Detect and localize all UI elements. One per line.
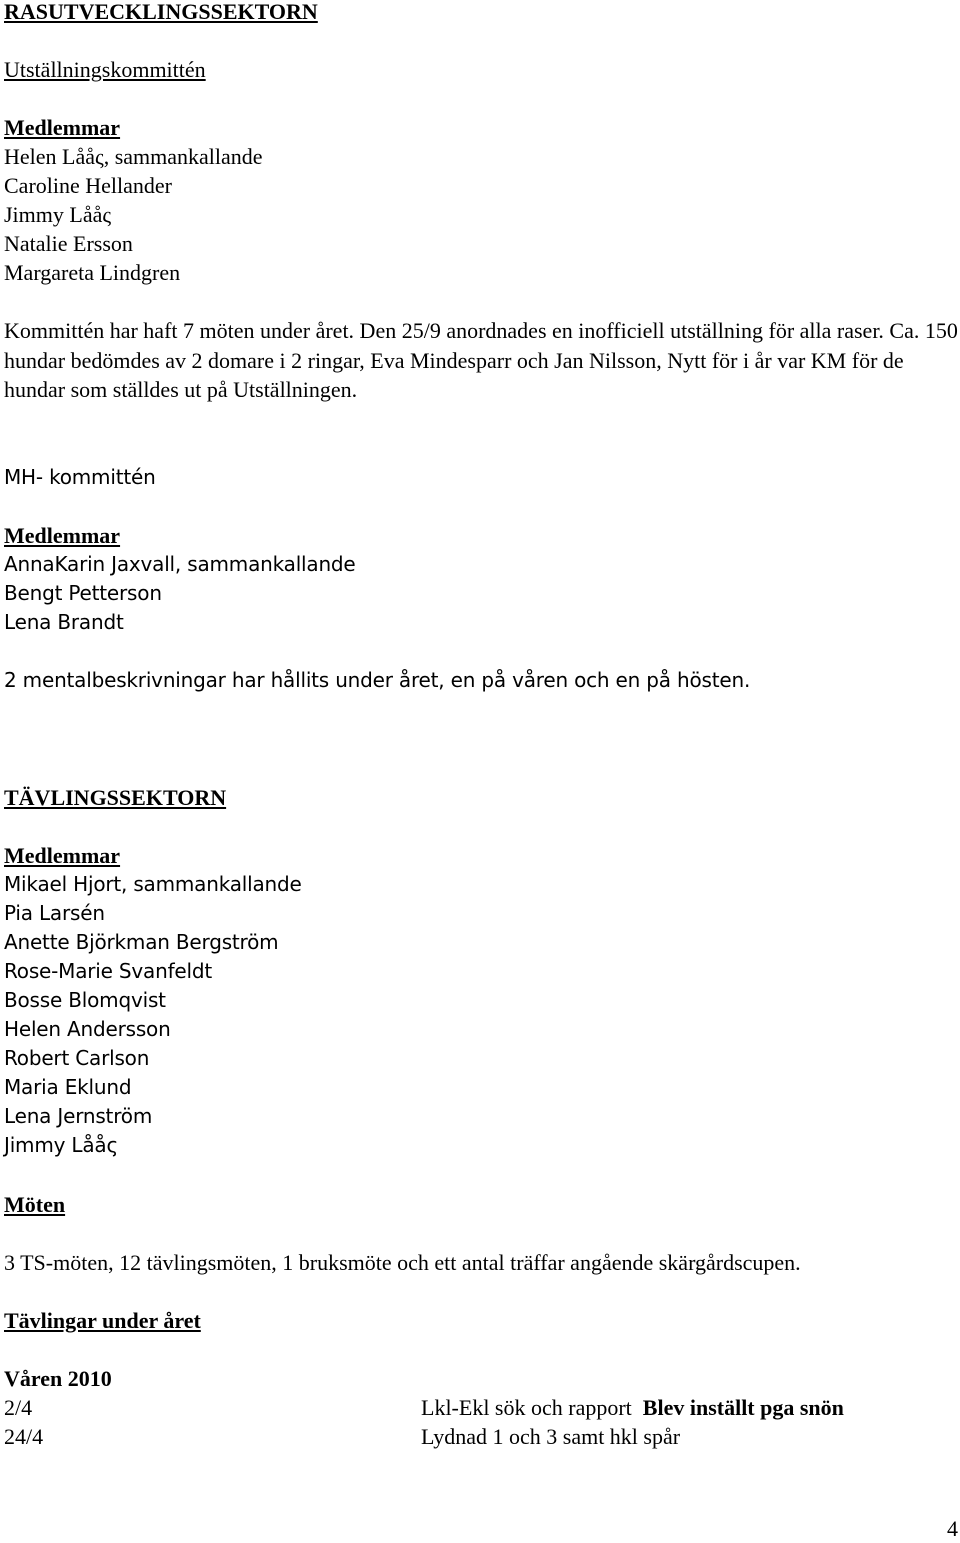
member-item: Bosse Blomqvist [4,988,166,1012]
section-heading-tavling: TÄVLINGSSEKTORN [4,785,227,810]
mh-paragraph: 2 mentalbeskrivningar har hållits under året, en på våren och en på hösten. [4,668,751,692]
committee-title-utstallning: Utställningskommittén [4,57,206,82]
member-item: Lena Jernström [4,1104,153,1128]
competitions-label: Tävlingar under året [4,1308,201,1333]
section-heading-rasutveckling: RASUTVECKLINGSSEKTORN [4,0,318,24]
event-note: Blev inställt pga snön [642,1395,844,1420]
season-label: Våren 2010 [4,1366,112,1391]
member-item: AnnaKarin Jaxvall, sammankallande [4,552,356,576]
meetings-label: Möten [4,1192,66,1217]
member-item: Rose-Marie Svanfeldt [4,959,213,983]
committee-paragraph: Kommittén har haft 7 möten under året. Den 25/9 anordnades en inofficiell utställning för alla raser. Ca. 150 hundar bedömdes av 2 domare i 2 ringar, Eva Mindesparr och Jan Nilsson, Nytt för i år var KM för de hundar som ställdes ut på Utställningen. [4,318,958,402]
event-date: 2/4 [4,1395,33,1420]
members-label: Medlemmar [4,843,121,868]
member-item: Margareta Lindgren [4,260,181,285]
member-item: Mikael Hjort, sammankallande [4,872,302,896]
member-item: Helen Andersson [4,1017,171,1041]
event-name: Lkl-Ekl sök och rapport [421,1395,632,1420]
committee-title-mh: MH- kommittén [4,465,156,489]
member-item: Lena Brandt [4,610,124,634]
event-date: 24/4 [4,1424,44,1449]
member-item: Robert Carlson [4,1046,150,1070]
member-item: Jimmy Lååς [4,202,112,227]
meetings-text: 3 TS-möten, 12 tävlingsmöten, 1 bruksmöte och ett antal träffar angående skärgårdscupen. [4,1250,801,1275]
page-number: 4 [947,1516,958,1541]
member-item: Pia Larsén [4,901,105,925]
member-item: Helen Lååς, sammankallande [4,144,263,169]
member-item: Natalie Ersson [4,231,133,256]
members-label: Medlemmar [4,523,121,548]
member-item: Caroline Hellander [4,173,172,198]
member-item: Anette Björkman Bergström [4,930,279,954]
member-item: Maria Eklund [4,1075,132,1099]
event-row [421,1393,844,1422]
members-label: Medlemmar [4,115,121,140]
event-row [421,1422,680,1451]
event-name: Lydnad 1 och 3 samt hkl spår [421,1424,681,1449]
member-item: Bengt Petterson [4,581,162,605]
member-item: Jimmy Lååς [4,1133,119,1157]
